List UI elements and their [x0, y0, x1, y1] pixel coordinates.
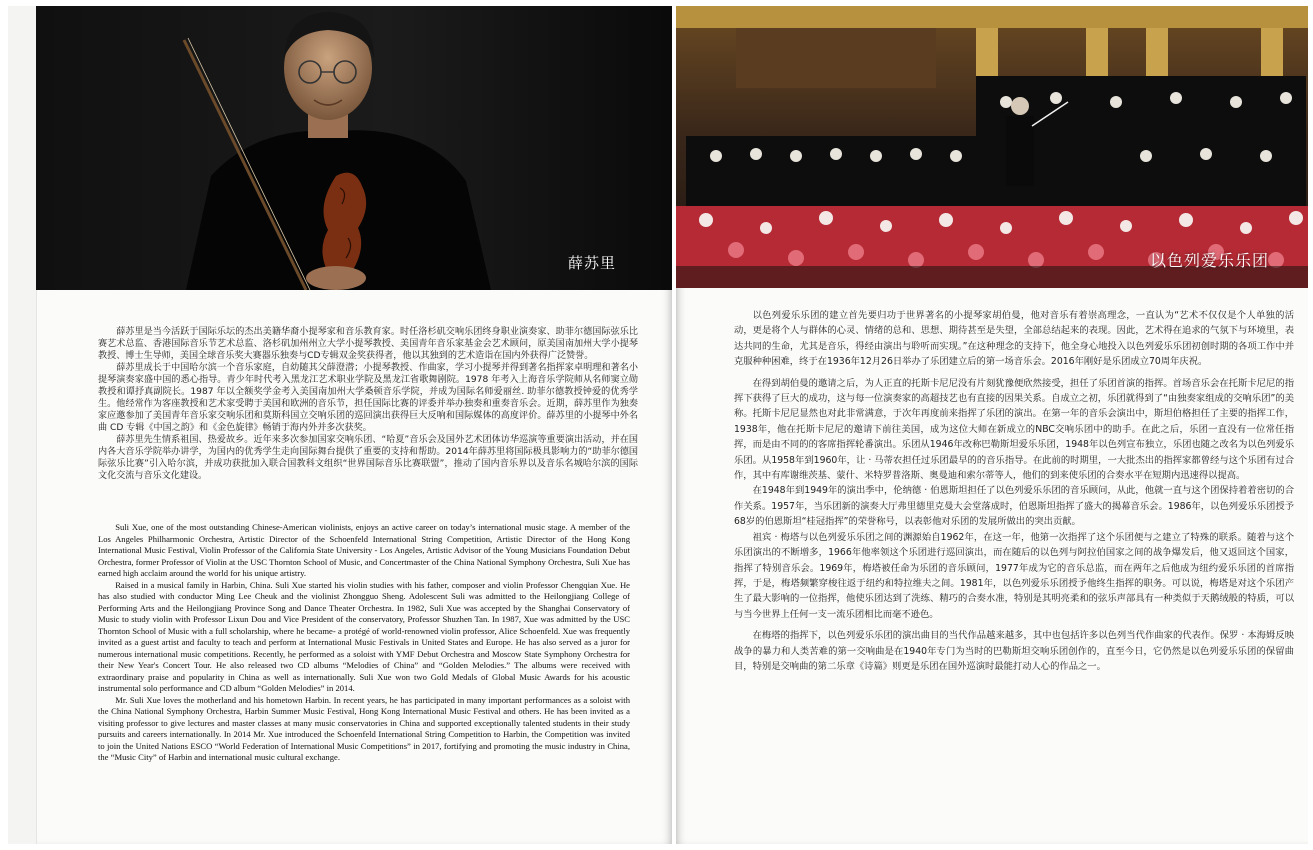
left-english-biography — [98, 522, 630, 764]
violinist-illustration — [36, 6, 672, 290]
page-edge — [8, 6, 37, 844]
right-page — [676, 6, 1308, 844]
right-chinese-history — [734, 308, 1294, 680]
left-page — [8, 6, 672, 844]
right-zh-paragraph: 以色列爱乐乐团的建立首先要归功于世界著名的小提琴家胡伯曼，他对音乐有着崇高理念，一直认为“艺术不仅仅是个人单独的活动，更是将个人与群体的心灵、情绪的总和、思想、期待甚至是失望，全部总结起来的表现。因此，艺术得在追求的气氛下与环境里，表达共同的生命，尤其是音乐，得经由演出与聆听而实现。”在这种理念的支持下，他全身心地投入以色列爱乐乐团初创时期的各项工作中并克服种种困难，终于在1936年12月26日举办了乐团建立后的第一场音乐会。2016年刚好是乐团成立70周年庆祝。 — [734, 310, 1294, 368]
left-zh-paragraph: 薛苏里先生情系祖国、热爱故乡。近年来多次参加国家交响乐团、“哈夏”音乐会及国外艺术团体访华巡演等重要演出活动，并在国内各大音乐学院举办讲学，为国内的优秀学生走向国际舞台提供了重要的支持和帮助。2014年薛苏里将国际极具影响力的“助菲尔德国际弦乐比赛”引入哈尔滨，并成功获批加入联合国教科文组织“世界国际音乐比赛联盟”，推动了国内音乐界以及音乐名城哈尔滨的国际文化交流与音乐文化建设。 — [98, 435, 638, 481]
left-zh-paragraph: 薛苏里成长于中国哈尔滨一个音乐家庭，自幼随其父薛澄潜；小提琴教授、作曲家，学习小提琴并得到著名指挥家卓明理和著名小提琴演奏家盛中国的悉心指导。青少年时代考入黑龙江艺术职业学院及黑龙江省歌舞剧院。1978 年考入上海音乐学院师从名师窦立勋教授和谭抒真副院长。1987 年以全额奖学金考入美国南加州大学桑顿音乐学院，并成为国际名师爱丽丝. 助菲尔德教授钟爱的优秀学生。他经常作为客座教授和艺术家受聘于美国和欧洲的音乐节，担任国际比赛的评委并举办独奏和重奏音乐会。近期，薛苏里作为独奏家应邀参加了美国青年音乐家交响乐团和莫斯科国立交响乐团的巡回演出获得巨大反响和国际媒体的高度评价。薛苏里的小提琴中外名曲 CD 专辑《中国之韵》和《金色旋律》畅销于海内外并多次获奖。 — [98, 363, 638, 433]
left-en-paragraph: Suli Xue, one of the most outstanding Chinese-American violinists, enjoys an active career on today’s international music stage. A member of the Los Angeles Philharmonic Orchestra, Artistic Director of the Schoenfeld International String Competition, Artistic Director of the Hong Kong International Music Festival, Violin Professor of the California State University - Los Angeles, Artistic Advisor of the Young Musicians Foundation Debut Orchestra, former Professor of Violin at the USC Thornton School of Music, and Concertmaster of the China National Symphony Orchestra, Suli Xue has earned high acclaim around the world for his unique artistry. — [98, 522, 630, 578]
right-zh-paragraph: 在梅塔的指挥下，以色列爱乐乐团的演出曲目的当代作品越来越多，其中也包括许多以色列当代作曲家的代表作。保罗 · 本海姆反映战争的暴力和人类苦难的第一交响曲是在1940年专门为当时的巴勒斯坦交响乐团创作的，直至今日，它仍然是以色列爱乐乐团的保留曲目，特别是交响曲的第二乐章《诗篇》则更是乐团在国外巡演时最能打动人心的作品之一。 — [734, 630, 1294, 672]
left-en-paragraph: Raised in a musical family in Harbin, China. Suli Xue started his violin studies with his father, composer and violin Professor Chengqian Xue. He has also studied with conductor Ming Lee Cheuk and the violinist Zhongguo Sheng. Adolescent Suli was admitted to the Heilongjiang College of Performing Arts and the Heilongjiang Province Song and Dance Theater Orchestra. In 1982, Suli Xue was accepted by the Shanghai Conservatory of Music to study violin with Professor Lixun Dou and Vice President of the conservatory, Professor Shuzhen Tan. In 1987, Xue was admitted by the USC Thornton School of Music with a full scholarship, where he became- a protégé of world-renowned violin professor, Alice Schoenfeld. Xue was frequently invited as a guest artist and faculty to teach and perform at International Music Festivals in United States and Europe. He has also served as a juror for numerous international music competitions. Recently, he performed as a soloist with YMF Debut Orchestra and Moscow State Symphony Orchestra for their New Year's Concert Tour. He also released two CD albums “Melodies of China” and “Golden Melodies.” The albums were received with extraordinary praise and popularity in China as well as internationally. Suli Xue won two Gold Medals of Global Music Awards for his acoustic instrumental solo performance and CD album “Golden Melodies” in 2014. — [98, 579, 630, 693]
orchestra-photo — [676, 6, 1308, 288]
orchestra-illustration — [676, 6, 1308, 288]
right-zh-paragraph: 祖宾 · 梅塔与以色列爱乐乐团之间的渊源始自1962年，在这一年，他第一次指挥了这个乐团便与之建立了特殊的联系。随着与这个乐团演出的不断增多，1966年他率领这个乐团进行巡回演出，而在随后的以色列与阿拉伯国家之间的战争爆发后，他又返回这个国家，指挥了特别音乐会。1969年，梅塔被任命为乐团的音乐顾问，1977年成为它的音乐总监，而在两年之后他成为纽约爱乐乐团的首席指挥，于是，梅塔频繁穿梭往返于纽约和特拉维夫之间。1981年，以色列爱乐乐团授予他终生指挥的职务。可以说，梅塔是对这个乐团产生了最大影响的一位指挥，他使乐团达到了洗练、精巧的合奏水准，特别是其明亮柔和的弦乐声部具有一种类似于天鹅绒般的特质，可以与当今世界上任何一支一流乐团相比而毫不逊色。 — [734, 531, 1294, 620]
orchestra-caption: 以色列爱乐乐团 — [1150, 251, 1270, 270]
right-zh-paragraph: 在得到胡伯曼的邀请之后，为人正直的托斯卡尼尼没有片刻犹豫便欣然接受，担任了乐团首演的指挥。首场音乐会在托斯卡尼尼的指挥下获得了巨大的成功，这与每一位演奏家的高超技艺也有直接的因果关系。自成立之初，乐团就得到了“由独奏家组成的交响乐团”的美称。托斯卡尼尼显然也对此非常满意，于次年再度前来指挥了乐团的演出。在第一年的音乐会演出中，斯坦伯格担任了主要的指挥工作，1938年，他在托斯卡尼尼的邀请下前往美国，成为这位大师在新成立的NBC交响乐团中的助手。在此之后，乐团一直没有一位常任指挥，而是由不同的的客席指挥轮番演出。乐团从1946年改称巴勒斯坦爱乐乐团，1948年以色列宣布独立，乐团也随之改名为以色列爱乐乐团。从1958年到1960年，让 · 马蒂农担任过乐团最早的的音乐指导。在此前的时期里，一大批杰出的指挥家都曾经与这个乐团有过合作，其中有库谢维茨基、蒙什、米特罗普洛斯、奥曼迪和索尔蒂等人，他们的到来使乐团的合奏水平在短期内迅速得以提高。 — [734, 377, 1294, 482]
left-chinese-biography — [98, 326, 638, 482]
right-zh-paragraph: 在1948年到1949年的演出季中，伦纳德 · 伯恩斯坦担任了以色列爱乐乐团的音乐顾问，从此，他就一直与这个团保持着着密切的合作关系。1957年，当乐团新的演奏大厅弗里德里克曼大会堂落成时，伯恩斯坦指挥了盛大的揭幕音乐会。1986年，以色列爱乐乐团授予68岁的伯恩斯坦“桂冠指挥”的荣誉称号，以表彰他对乐团的发展所做出的突出贡献。 — [734, 485, 1294, 528]
violinist-photo — [36, 6, 672, 290]
left-zh-paragraph: 薛苏里是当今活跃于国际乐坛的杰出美籍华裔小提琴家和音乐教育家。时任洛杉矶交响乐团终身职业演奏家、助菲尔德国际弦乐比赛艺术总监、香港国际音乐节艺术总监、洛杉矶加州州立大学小提琴教授、美国青年音乐家基金会艺术顾问，原美国南加州大学小提琴教授、博士生导师，美国全球音乐奖大赛器乐独奏与CD专辑双金奖获得者，他以其独到的艺术造诣在国内外获得广泛赞誉。 — [98, 327, 638, 361]
left-en-paragraph: Mr. Suli Xue loves the motherland and his hometown Harbin. In recent years, he has participated in many important performances as a soloist with the China National Symphony Orchestra, Harbin Summer Music Festival, Hong Kong International Music Festival and others. He has been invited as a visiting professor to give lectures and master classes at many music conservatories in China and supported exceptionally talented students in their study pursuits and careers internationally. In 2014 Mr. Xue introduced the Schoenfeld International String Competition to Harbin, the Competition was invited to join the United Nations ESCO “World Federation of International Music Competitions” in 2017, fortifying and promoting the music industry in China, the “Music City” of Harbin and international music cultural exchange. — [98, 694, 630, 762]
violinist-caption: 薛苏里 — [568, 254, 617, 272]
